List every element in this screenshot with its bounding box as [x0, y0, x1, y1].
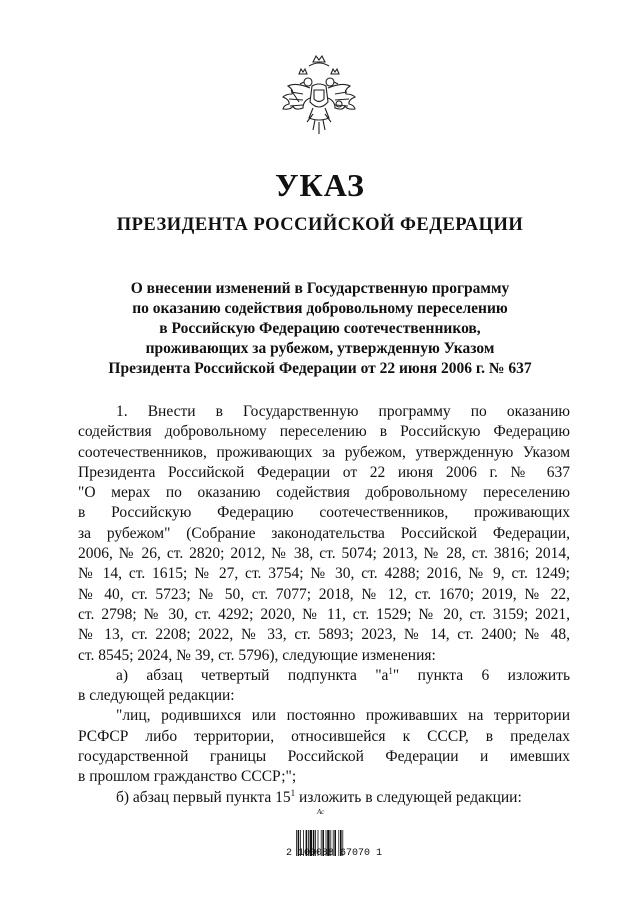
- body-line-subparagraph-a: [78, 666, 570, 686]
- superscript: 1: [290, 787, 296, 798]
- heading-line: по оказанию содействия добровольному переселению: [132, 300, 508, 317]
- body-line: в следующей редакции:: [78, 687, 235, 705]
- heading-line: в Российскую Федерацию соотечественников,: [159, 320, 481, 337]
- body-line: "О мерах по оказанию содействия добровольному переселению: [78, 484, 570, 502]
- body-line: в Российскую Федерацию соотечественников, проживающих: [78, 504, 570, 522]
- heading-line: проживающих за рубежом, утвержденную Указом: [145, 340, 495, 357]
- body-line: № 14, ст. 1615; № 27, ст. 3754; № 30, ст. 4288; 2016, № 9, ст. 1249;: [78, 565, 570, 583]
- body-line: 1. Внести в Государственную программу по оказанию: [116, 403, 570, 420]
- superscript: 1: [388, 665, 393, 676]
- heading-line: Президента Российской Федерации от 22 июня 2006 г. № 637: [108, 360, 532, 377]
- document-title: УКАЗ: [275, 167, 365, 203]
- body-line: соотечественников, проживающих за рубежом, утвержденную Указом: [78, 443, 570, 461]
- document-subtitle: ПРЕЗИДЕНТА РОССИЙСКОЙ ФЕДЕРАЦИИ: [116, 215, 524, 235]
- body-line: № 40, ст. 5723; № 50, ст. 7077; 2018, № 12, ст. 1670; 2019, № 22,: [78, 585, 570, 603]
- body-line-subparagraph-b: [78, 788, 570, 808]
- body-line: за рубежом" (Собрание законодательства Российской Федерации,: [78, 524, 570, 542]
- coat-of-arms-icon: [279, 52, 359, 144]
- decree-heading: [96, 279, 544, 379]
- body-text: б) абзац первый пункта 15: [116, 788, 291, 806]
- body-line: РСФСР либо территории, относившейся к СССР, в пределах: [78, 727, 570, 745]
- body-line: "лиц, родившихся или постоянно проживавших на территории: [116, 707, 570, 725]
- body-text: а) абзац четвертый подпункта "а: [116, 666, 389, 684]
- barcode-icon: [292, 808, 366, 868]
- body-line: ст. 8545; 2024, № 39, ст. 5796), следующие изменения:: [78, 646, 436, 664]
- decree-body: [78, 402, 570, 808]
- body-line: Президента Российской Федерации от 22 июня 2006 г. № 637: [78, 463, 570, 481]
- body-line: № 13, ст. 2208; 2022, № 33, ст. 5893; 2023, № 14, ст. 2400; № 48,: [78, 626, 570, 644]
- body-line: 2006, № 26, ст. 2820; 2012, № 38, ст. 5074; 2013, № 28, ст. 3816; 2014,: [78, 545, 570, 563]
- body-line: в прошлом гражданство СССР;";: [78, 768, 297, 786]
- body-line: содействия добровольному переселению в Российскую Федерацию: [78, 423, 570, 441]
- body-line: ст. 2798; № 30, ст. 4292; 2020, № 11, ст. 1529; № 20, ст. 3159; 2021,: [78, 605, 570, 623]
- body-line: государственной границы Российской Федерации и имевших: [78, 748, 570, 766]
- body-text: " пункта 6 изложить: [392, 666, 571, 684]
- barcode-signature: Ас: [317, 808, 325, 816]
- barcode-number: 2 100088 67070 1: [286, 848, 383, 859]
- heading-line: О внесении изменений в Государственную программу: [130, 280, 510, 297]
- body-text: изложить в следующей редакции:: [295, 788, 522, 806]
